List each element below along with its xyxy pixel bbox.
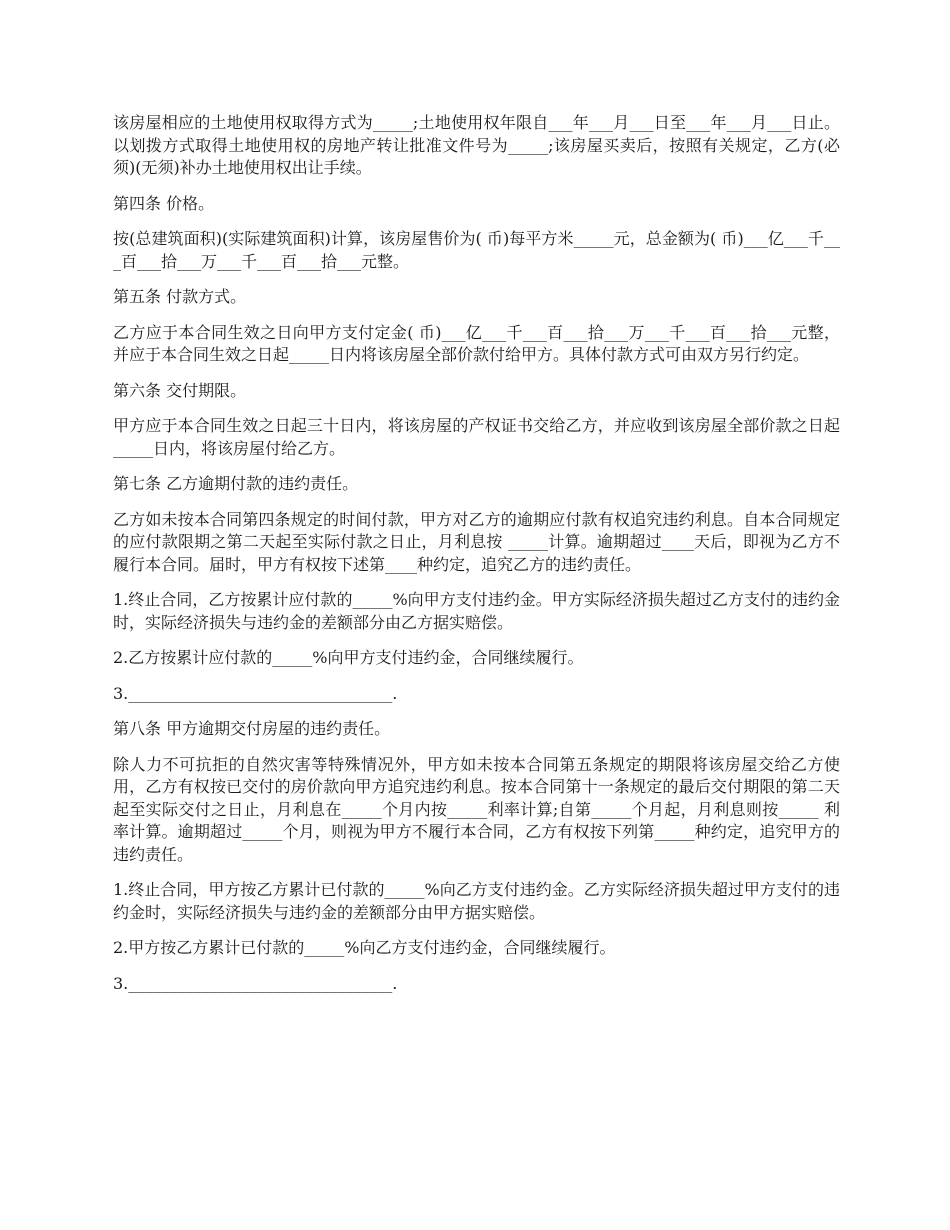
paragraph-seller-late-delivery: 除人力不可抗拒的自然灾害等特殊情况外，甲方如未按本合同第五条规定的期限将该房屋交给乙方使用，乙方有权按已交付的房价款向甲方追究违约利息。按本合同第十一条规定的最后交付期限的第二天起至实际交付之日止，月利息在_____个月内按_____利率计算;自第_____个月起，月利息则按_____ 利率计算。逾期超过_____个月，则视为甲方不履行本合同，乙方有权按下列第_____种约定，追究甲方的违约责任。 <box>113 754 840 864</box>
article-7-heading: 第七条 乙方逾期付款的违约责任。 <box>113 474 359 493</box>
document-body <box>113 112 840 1008</box>
paragraph-delivery: 甲方应于本合同生效之日起三十日内，将该房屋的产权证书交给乙方，并应收到该房屋全部价款之日起_____日内，将该房屋付给乙方。 <box>113 416 840 458</box>
list-item-7-2: 2.乙方按累计应付款的_____%向甲方支付违约金，合同继续履行。 <box>113 648 584 667</box>
article-6-heading: 第六条 交付期限。 <box>113 380 247 400</box>
article-5-heading: 第五条 付款方式。 <box>113 287 247 306</box>
paragraph-buyer-late-payment: 乙方如未按本合同第四条规定的时间付款，甲方对乙方的逾期应付款有权追究违约利息。自本合同规定的应付款限期之第二天起至实际付款之日止，月利息按 _____计算。逾期超过____天后，即视为乙方不履行本合同。届时，甲方有权按下述第____种约定，追究乙方的违约责任。 <box>113 509 840 574</box>
list-item-7-3: 3._________________________________. <box>113 683 398 703</box>
list-item-8-2: 2.甲方按乙方累计已付款的_____%向乙方支付违约金，合同继续履行。 <box>113 938 616 957</box>
paragraph-land-use: 该房屋相应的土地使用权取得方式为_____;土地使用权年限自___年___月___日至___年___月___日止。以划拨方式取得土地使用权的房地产转让批准文件号为_____;该房屋买卖后，按照有关规定，乙方(必须)(无须)补办土地使用权出让手续。 <box>113 113 840 177</box>
article-4-heading: 第四条 价格。 <box>113 193 215 213</box>
list-item-8-3: 3._________________________________. <box>113 973 398 993</box>
list-item-7-1: 1.终止合同，乙方按累计应付款的_____%向甲方支付违约金。甲方实际经济损失超过乙方支付的违约金时，实际经济损失与违约金的差额部分由乙方据实赔偿。 <box>113 590 840 632</box>
article-8-heading: 第八条 甲方逾期交付房屋的违约责任。 <box>113 719 391 738</box>
paragraph-payment: 乙方应于本合同生效之日向甲方支付定金( 币)___亿___千___百___拾___万___千___百___拾___元整，并应于本合同生效之日起_____日内将该房屋全部价款付给甲方。具体付款方式可由双方另行约定。 <box>113 322 840 364</box>
paragraph-price: 按(总建筑面积)(实际建筑面积)计算，该房屋售价为( 币)每平方米_____元，总金额为( 币)___亿___千___百___拾___万___千___百___拾___元整。 <box>113 229 840 271</box>
list-item-8-1: 1.终止合同，甲方按乙方累计已付款的_____%向乙方支付违约金。乙方实际经济损失超过甲方支付的违约金时，实际经济损失与违约金的差额部分由甲方据实赔偿。 <box>113 880 840 922</box>
